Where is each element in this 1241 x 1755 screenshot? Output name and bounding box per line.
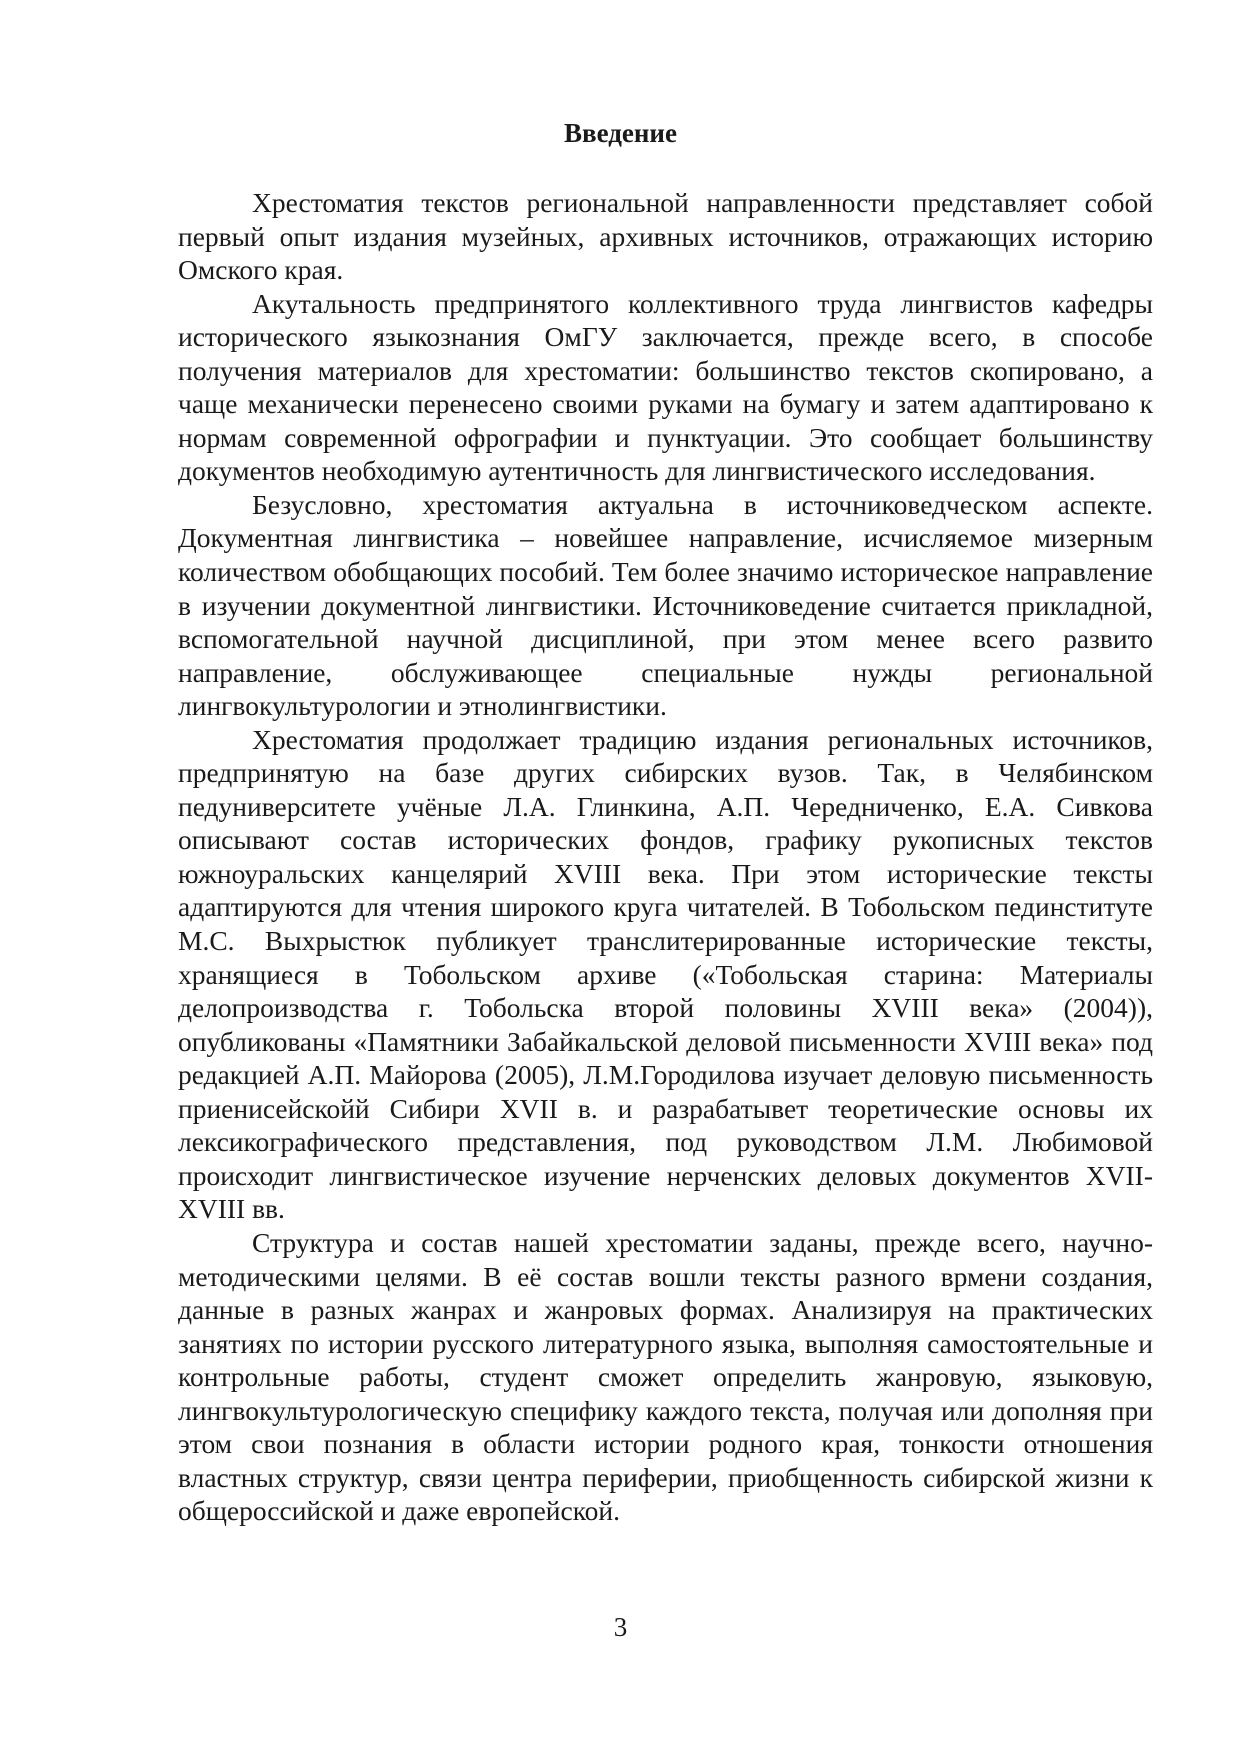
paragraph-intro: Хрестоматия текстов региональной направленности представляет собой первый опыт издания музейных, архивных источников, отражающих историю Омского края.: [178, 187, 1153, 286]
paragraph-tradition: Хрестоматия продолжает традицию издания региональных источников, предпринятую на базе других сибирских вузов. Так, в Челябинском педуниверситете учёные Л.А. Глинкина, А.П. Чередниченко, Е.А. Сивкова описывают состав исторических фондов, графику рукописных текстов южноуральских канцелярий XVIII века. При этом исторические тексты адаптируются для чтения широкого круга читателей. В Тобольском пединституте М.С. Выхрыстюк публикует транслитерированные исторические тексты, хранящиеся в Тобольском архиве («Тобольская старина: Материалы делопроизводства г. Тобольска второй половины XVIII века» (2004)), опубликованы «Памятники Забайкальской деловой письменности XVIII века» под редакцией А.П. Майорова (2005), Л.М.Городилова изучает деловую письменность приенисейскойй Сибири XVII в. и разрабатывет теоретические основы их лексикографического представления, под руководством Л.М. Любимовой происходит лингвистическое изучение нерченских деловых документов XVII-XVIII вв.: [178, 723, 1153, 1225]
section-title: Введение: [564, 118, 677, 148]
paragraph-source-studies: Безусловно, хрестоматия актуальна в источниковедческом аспекте. Документная лингвистика – новейшее направление, исчисляемое мизерным количеством обобщающих пособий. Тем более значимо историческое направление в изучении документной лингвистики. Источниковедение считается прикладной, вспомогательной научной дисциплиной, при этом менее всего развито направление, обслуживающее специальные нужды региональной лингвокультурологии и этнолингвистики.: [178, 488, 1153, 722]
page-number: 3: [613, 1612, 628, 1642]
paragraph-relevance: Акутальность предпринятого коллективного труда лингвистов кафедры исторического языкознания ОмГУ заключается, прежде всего, в способе получения материалов для хрестоматии: большинство текстов скопировано, а чаще механически перенесено своими руками на бумагу и затем адаптировано к нормам современной офрографии и пунктуации. Это сообщает большинству документов необходимую аутентичность для лингвистического исследования.: [178, 287, 1153, 487]
paragraph-structure: Структура и состав нашей хрестоматии заданы, прежде всего, научно-методическими целями. В её состав вошли тексты разного врмени создания, данные в разных жанрах и жанровых формах. Анализируя на практических занятиях по истории русского литературного языка, выполняя самостоятельные и контрольные работы, студент сможет определить жанровую, языковую, лингвокультурологическую специфику каждого текста, получая или дополняя при этом свои познания в области истории родного края, тонкости отношения властных структур, связи центра периферии, приобщенность сибирской жизни к общероссийской и даже европейской.: [178, 1226, 1153, 1527]
body-text: [178, 186, 1153, 1528]
